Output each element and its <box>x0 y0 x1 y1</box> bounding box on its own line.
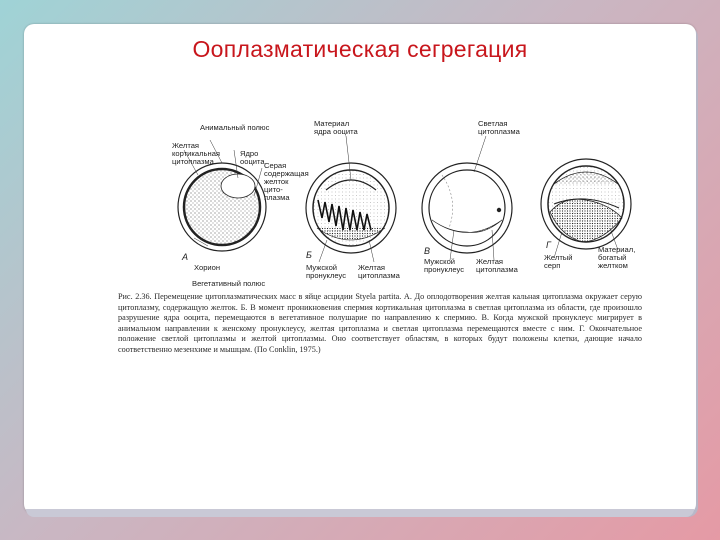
figure-caption: Рис. 2.36. Перемещение цитоплазматических масс в яйце асцидии Styela partita. А. До оплодотворения желтая кальная цитоплазма окружает серую цитоплазму, содержащую желток. Б. В момент проникновения спермия кортикальная цитоплазма в светлая цитоплазма из области, где произошло разрушение ядра ооцита, перемещаются в вегетативное полушарие по направлению к спермию. В. Когда мужской пронуклеус мигрирует в анимальном направлении к женскому пронуклеусу, желтая цитоплазма и светлая цитоплазма перемещаются вместе с ним. Г. Окончательное положение светлой цитоплазмы и желтой цитоплазмы. Оно соответствует областям, в которых будут положены клетки, дающие начало соответственно мезенхиме и мышцам. (По Conklin, 1975.) <box>118 292 642 354</box>
label-material-1: Материал <box>314 119 350 128</box>
label-gray-3: желток <box>264 177 289 186</box>
label-letter-a: А <box>182 252 189 262</box>
label-yolk-material-1: Материал, <box>598 245 636 254</box>
label-male-pronucleus-c-1: Мужской <box>424 257 456 266</box>
figure-drawing <box>114 100 644 294</box>
label-yellow-cyto-c-1: Желтая <box>476 257 504 266</box>
label-nucleus-2: ооцита <box>240 157 265 166</box>
label-yellow-cyto-c-2: цитоплазма <box>476 265 518 274</box>
label-gray-4: цито- <box>264 185 283 194</box>
label-letter-c: В <box>424 246 431 256</box>
egg-d <box>541 159 631 249</box>
label-yellow-cortical-1: Желтая <box>172 141 200 150</box>
label-male-pronucleus-c-2: пронуклеус <box>424 265 465 274</box>
label-material-2: ядра ооцита <box>314 127 358 136</box>
label-gray-5: плазма <box>264 193 290 202</box>
label-gray-2: содержащая <box>264 169 309 178</box>
label-yellow-crescent-2: серп <box>544 261 561 270</box>
label-light-cyto-1: Светлая <box>478 119 508 128</box>
slide-title: Ооплазматическая сегрегация <box>192 36 528 62</box>
label-letter-d: Г <box>546 240 551 250</box>
label-yellow-cyto-b-1: Желтая <box>358 263 386 272</box>
label-nucleus-1: Ядро <box>240 149 259 158</box>
ascidian-egg-figure <box>114 100 644 294</box>
label-yellow-cyto-b-2: цитоплазма <box>358 271 400 280</box>
label-yellow-cortical-3: цитоплазма <box>172 157 214 166</box>
label-chorion: Хорион <box>194 263 221 272</box>
label-letter-b: Б <box>306 250 312 260</box>
label-male-pronucleus-b-1: Мужской <box>306 263 338 272</box>
label-yellow-cortical-2: кортикальная <box>172 149 221 158</box>
label-male-pronucleus-b-2: пронуклеус <box>306 271 347 280</box>
label-animal-pole: Анимальный полюс <box>200 123 270 132</box>
egg-a <box>178 163 266 251</box>
label-light-cyto-2: цитоплазма <box>478 127 520 136</box>
egg-c <box>422 163 512 253</box>
slide <box>24 24 696 514</box>
egg-b <box>306 163 396 253</box>
slide-bottom-edge <box>26 509 694 517</box>
label-gray-1: Серая <box>264 161 287 170</box>
label-vegetal-pole: Вегетативный полюс <box>192 279 266 288</box>
label-yellow-crescent-1: Желтый <box>544 253 573 262</box>
label-yolk-material-3: желтком <box>598 261 628 270</box>
label-yolk-material-2: богатый <box>598 253 627 262</box>
